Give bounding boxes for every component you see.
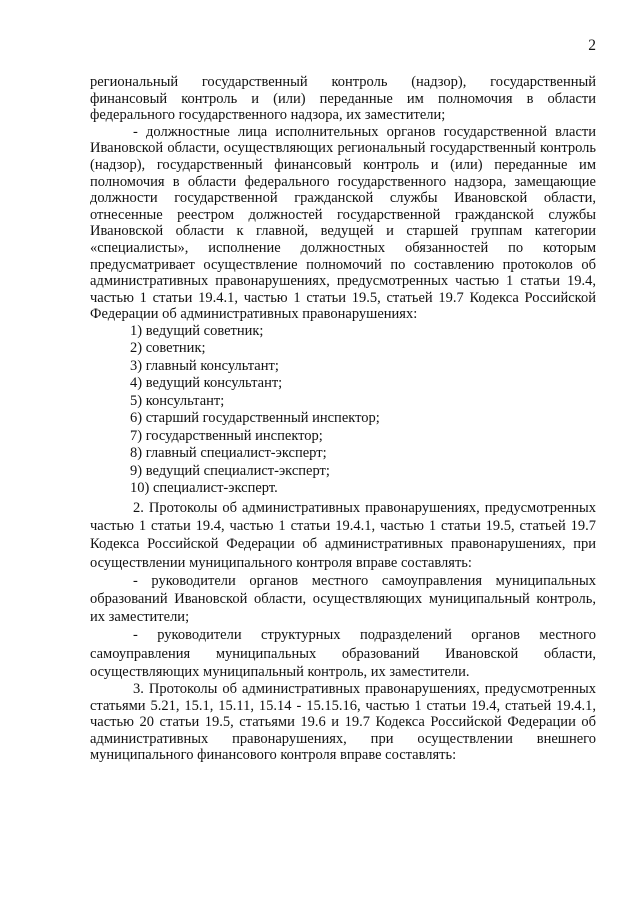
list-item: 6) старший государственный инспектор; [130, 410, 380, 427]
document-body [90, 74, 596, 764]
paragraph-municipal-divisions: - руководители структурных подразделений органов местного самоуправления муниципальных образований Ивановской области, осуществляющих муниципальный контроль, их заместители. [90, 627, 596, 680]
paragraph-continuation: региональный государственный контроль (надзор), государственный финансовый контроль и (или) переданные им полномочия в области федерального государственного надзора, их заместители; [90, 74, 596, 124]
paragraph-section-3: 3. Протоколы об административных правонарушениях, предусмотренных статьями 5.21, 15.1, 15.11, 15.14 - 15.15.16, частью 1 статьи 19.4, статьей 19.4.1, частью 20 статьи 19.5, статьями 19.6 и 19.7 Кодекса Российской Федерации об административных правонарушениях, при осуществлении внешнего муниципального финансового контроля вправе составлять: [90, 680, 596, 764]
list-item: 8) главный специалист-эксперт; [130, 445, 327, 462]
paragraph-section-2: 2. Протоколы об административных правонарушениях, предусмотренных частью 1 статьи 19.4, частью 1 статьи 19.4.1, частью 1 статьи 19.5, статьей 19.7 Кодекса Российской Федерации об административных правонарушениях, при осуществлении муниципального контроля вправе составлять: [90, 499, 596, 571]
list-item: 3) главный консультант; [130, 357, 279, 374]
list-item: 1) ведущий советник; [130, 322, 264, 339]
positions-list [90, 323, 596, 498]
list-item: 7) государственный инспектор; [130, 427, 323, 444]
list-item: 4) ведущий консультант; [130, 375, 283, 392]
page-number: 2 [588, 37, 596, 54]
list-item: 9) ведущий специалист-эксперт; [130, 462, 330, 479]
list-item: 5) консультант; [130, 392, 225, 409]
paragraph-municipal-heads: - руководители органов местного самоуправления муниципальных образований Ивановской области, осуществляющих муниципальный контроль, их заместители; [90, 572, 596, 626]
list-item: 10) специалист-эксперт. [130, 480, 278, 497]
paragraph-regional-officials: - должностные лица исполнительных органов государственной власти Ивановской области, осуществляющих региональный государственный контроль (надзор), государственный финансовый контроль и (или) переданные им полномочия в области федерального государственного надзора, замещающие должности государственной гражданской службы Ивановской области, отнесенные реестром должностей государственной гражданской службы Ивановской области к главной, ведущей и старшей группам категории «специалисты», исполнение должностных обязанностей по которым предусматривает осуществление полномочий по составлению протоколов об административных правонарушениях, предусмотренных частью 1 статьи 19.4, частью 1 статьи 19.4.1, частью 1 статьи 19.5, статьей 19.7 Кодекса Российской Федерации об административных правонарушениях: [90, 123, 596, 323]
list-item: 2) советник; [130, 340, 206, 357]
